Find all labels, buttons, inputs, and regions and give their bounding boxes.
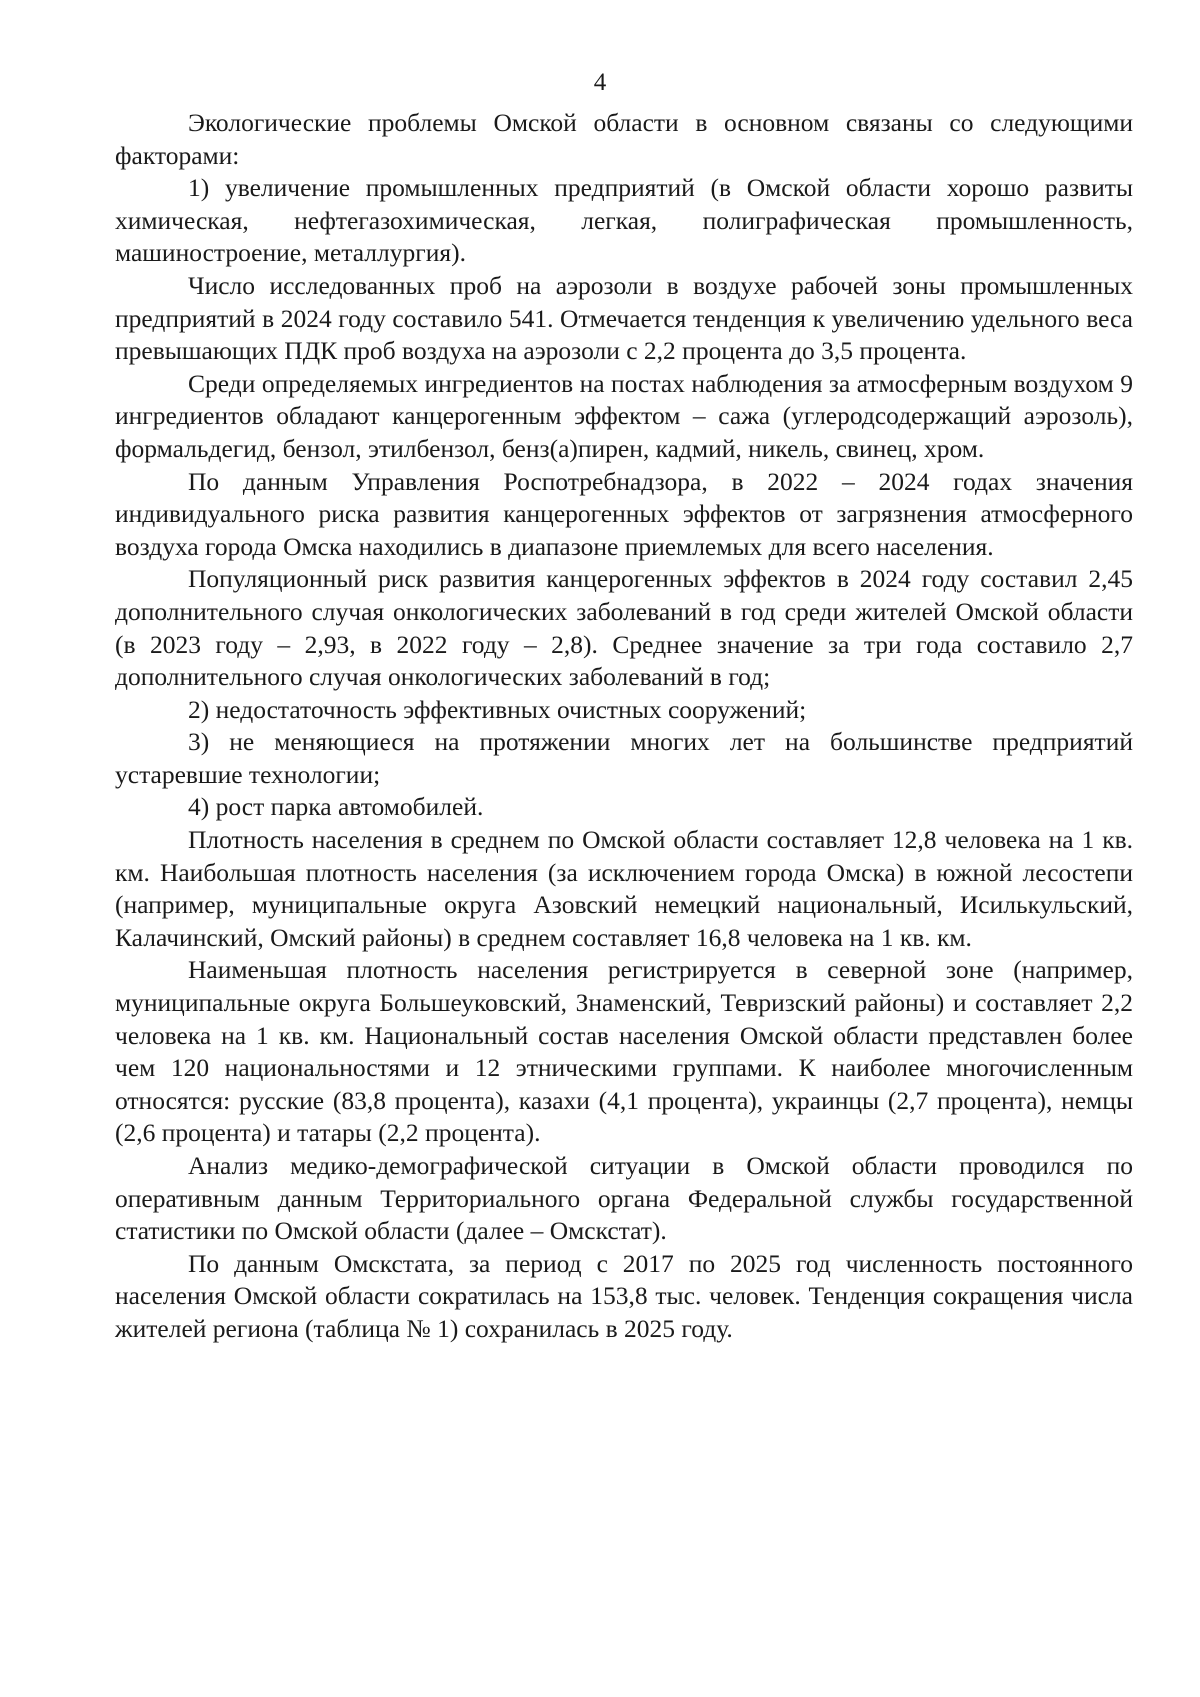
- paragraph-demographic-analysis: Анализ медико-демографической ситуации в Омской области проводился по оперативным данным Территориального органа Федеральной службы государственной статистики по Омской области (далее – Омскстат).: [115, 1151, 1133, 1246]
- page-number: 4: [593, 69, 607, 96]
- paragraph-ecological-problems: Экологические проблемы Омской области в основном связаны со следующими факторами:: [115, 108, 1133, 170]
- paragraph-lowest-density-nationalities: Наименьшая плотность населения регистрируется в северной зоне (например, муниципальные округа Большеуковский, Знаменский, Тевризский районы) и составляет 2,2 человека на 1 кв. км. Национальный состав населения Омской области представлен более чем 120 национальностями и 12 этническими группами. К наиболее многочисленным относятся: русские (83,8 процента), казахи (4,1 процента), украинцы (2,7 процента), немцы (2,6 процента) и татары (2,2 процента).: [115, 955, 1133, 1148]
- paragraph-population-decline: По данным Омскстата, за период с 2017 по 2025 год численность постоянного населения Омской области сократилась на 153,8 тыс. человек. Тенденция сокращения числа жителей региона (таблица № 1) сохранилась в 2025 году.: [115, 1248, 1133, 1343]
- paragraph-aerosol-samples: Число исследованных проб на аэрозоли в воздухе рабочей зоны промышленных предприятий в 2024 году составило 541. Отмечается тенденция к увеличению удельного веса превышающих ПДК проб воздуха на аэрозоли с 2,2 процента до 3,5 процента.: [115, 270, 1133, 366]
- paragraph-factor-1-industry: 1) увеличение промышленных предприятий (в Омской области хорошо развиты химическая, нефтегазохимическая, легкая, полиграфическая промышленность, машиностроение, металлургия).: [115, 173, 1133, 268]
- paragraph-carcinogenic-ingredients: Среди определяемых ингредиентов на постах наблюдения за атмосферным воздухом 9 ингредиентов обладают канцерогенным эффектом – сажа (углеродсодержащий аэрозоль), формальдегид, бензол, этилбензол, бенз(а)пирен, кадмий, никель, свинец, хром.: [115, 368, 1133, 463]
- paragraph-individual-risk: По данным Управления Роспотребнадзора, в 2022 – 2024 годах значения индивидуального риска развития канцерогенных эффектов от загрязнения атмосферного воздуха города Омска находились в диапазоне приемлемых для всего населения.: [115, 466, 1133, 561]
- document-body: [115, 107, 1133, 1346]
- paragraph-population-risk: Популяционный риск развития канцерогенных эффектов в 2024 году составил 2,45 дополнительного случая онкологических заболеваний в год среди жителей Омской области (в 2023 году – 2,93, в 2022 году – 2,8). Среднее значение за три года составило 2,7 дополнительного случая онкологических заболеваний в год;: [115, 564, 1133, 692]
- paragraph-factor-2-treatment: 2) недостаточность эффективных очистных сооружений;: [188, 694, 807, 724]
- paragraph-factor-3-technology: 3) не меняющиеся на протяжении многих лет на большинстве предприятий устаревшие технологии;: [115, 727, 1133, 789]
- paragraph-factor-4-cars: 4) рост парка автомобилей.: [188, 792, 484, 822]
- paragraph-population-density: Плотность населения в среднем по Омской области составляет 12,8 человека на 1 кв. км. Наибольшая плотность населения (за исключением города Омска) в южной лесостепи (например, муниципальные округа Азовский немецкий национальный, Исилькульский, Калачинский, Омский районы) в среднем составляет 16,8 человека на 1 кв. км.: [115, 825, 1133, 952]
